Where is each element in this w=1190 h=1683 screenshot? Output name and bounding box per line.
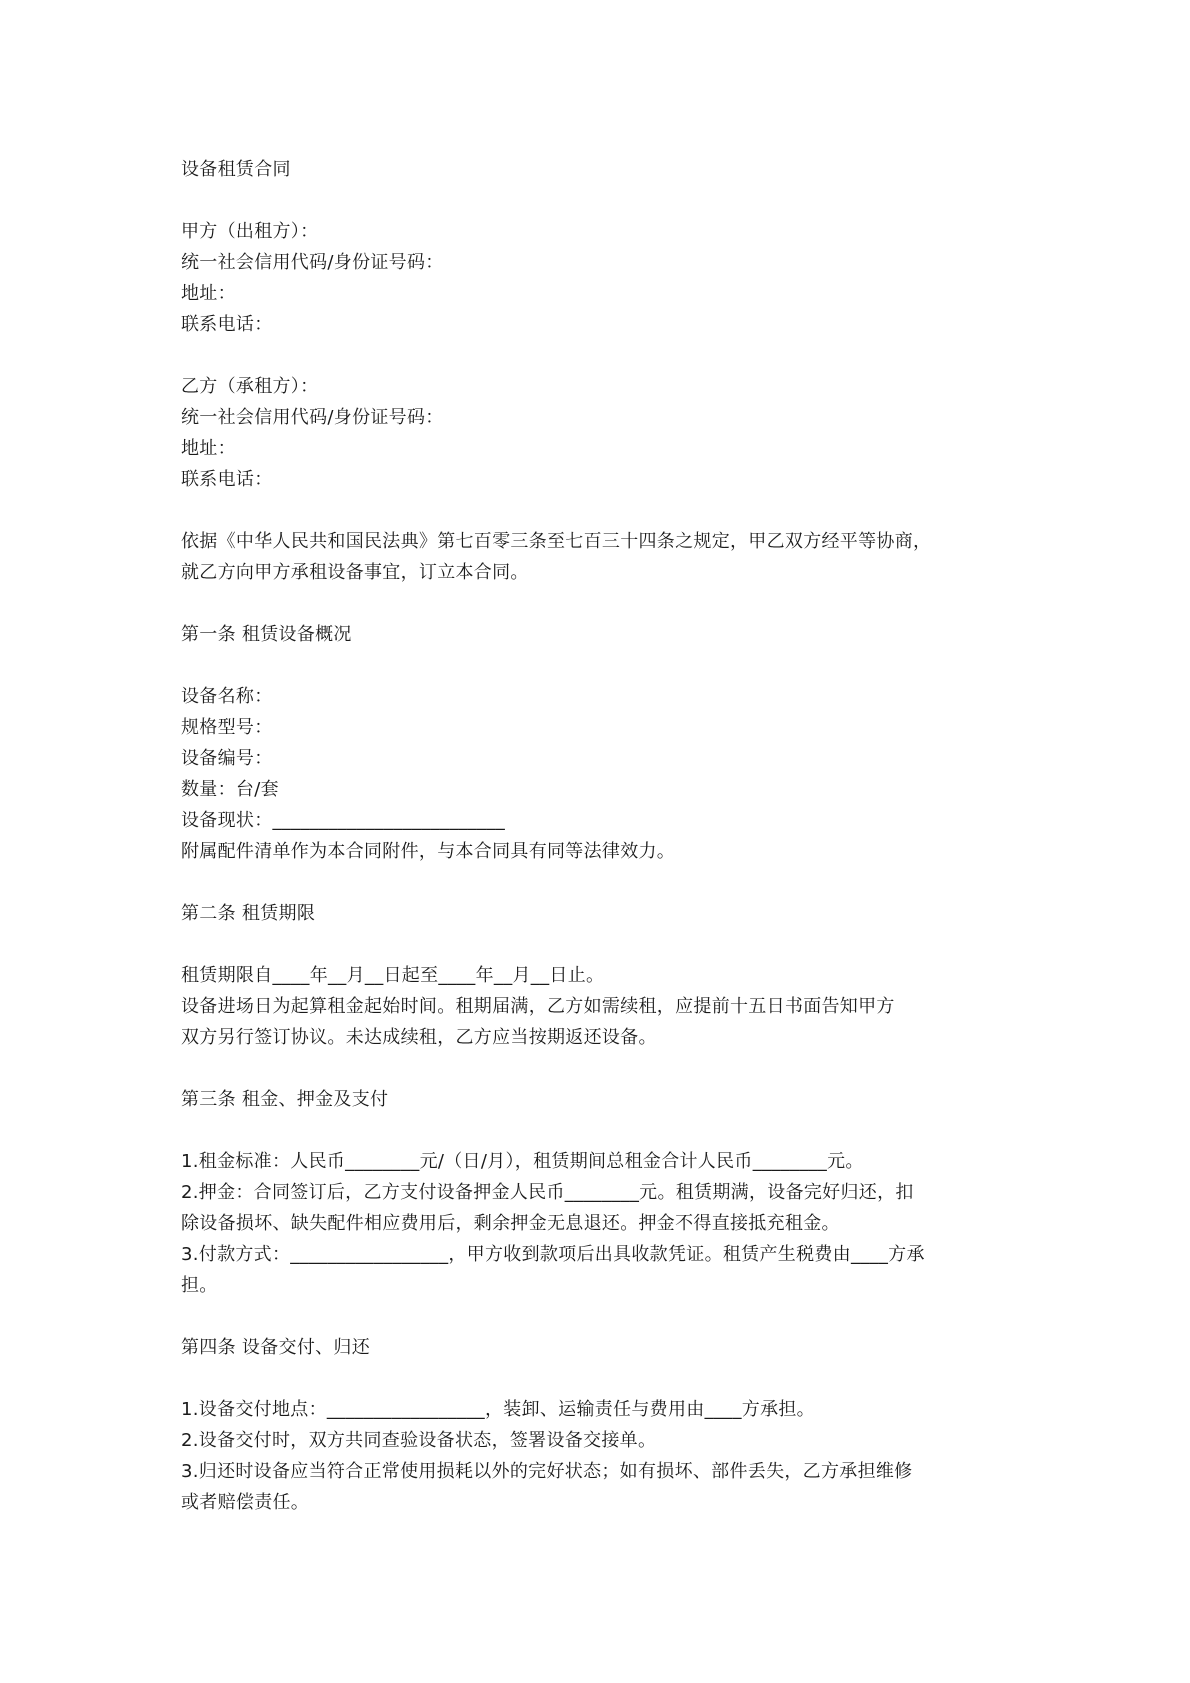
- contract-body: [181, 154, 1021, 1518]
- article-2-heading: 第二条 租赁期限: [181, 903, 316, 924]
- party-b-heading: 乙方（承租方）：: [181, 376, 319, 397]
- spacer: [181, 929, 1021, 960]
- party-a-heading: 甲方（出租方）：: [181, 221, 319, 242]
- article-1-heading: 第一条 租赁设备概况: [181, 624, 352, 645]
- party-a-credit-code: 统一社会信用代码/身份证号码：: [181, 252, 444, 273]
- spacer: [181, 185, 1021, 216]
- payment-method-clause-line: 3.付款方式：_________________，甲方收到款项后出具收款凭证。租赁产生税费由____方承: [181, 1244, 925, 1265]
- spacer: [181, 1115, 1021, 1146]
- spacer: [181, 1301, 1021, 1332]
- document-title: 设备租赁合同: [181, 159, 291, 180]
- renewal-clause-line: 双方另行签订协议。未达成续租，乙方应当按期返还设备。: [181, 1027, 657, 1048]
- return-condition-clause-line: 3.归还时设备应当符合正常使用损耗以外的完好状态；如有损坏、部件丢失，乙方承担维修: [181, 1461, 913, 1482]
- spacer: [181, 340, 1021, 371]
- party-a-phone: 联系电话：: [181, 314, 273, 335]
- delivery-inspection-clause: 2.设备交付时，双方共同查验设备状态，签署设备交接单。: [181, 1430, 657, 1451]
- spacer: [181, 495, 1021, 526]
- lease-period-clause: 租赁期限自____年__月__日起至____年__月__日止。: [181, 965, 605, 986]
- preamble-line: 依据《中华人民共和国民法典》第七百零三条至七百三十四条之规定，甲乙双方经平等协商，: [181, 531, 932, 552]
- article-3-heading: 第三条 租金、押金及支付: [181, 1089, 389, 1110]
- equipment-serial-field: 设备编号：: [181, 748, 273, 769]
- party-b-phone: 联系电话：: [181, 469, 273, 490]
- rent-standard-clause: 1.租金标准：人民币________元/（日/月），租赁期间总租金合计人民币________元。: [181, 1151, 864, 1172]
- article-4-heading: 第四条 设备交付、归还: [181, 1337, 371, 1358]
- accessories-clause: 附属配件清单作为本合同附件，与本合同具有同等法律效力。: [181, 841, 676, 862]
- equipment-model-field: 规格型号：: [181, 717, 273, 738]
- spacer: [181, 867, 1021, 898]
- return-condition-clause-line: 或者赔偿责任。: [181, 1492, 310, 1513]
- party-b-address: 地址：: [181, 438, 236, 459]
- delivery-location-clause: 1.设备交付地点：_________________，装卸、运输责任与费用由____方承担。: [181, 1399, 815, 1420]
- deposit-clause-line: 除设备损坏、缺失配件相应费用后，剩余押金无息退还。押金不得直接抵充租金。: [181, 1213, 840, 1234]
- deposit-clause-line: 2.押金：合同签订后，乙方支付设备押金人民币________元。租赁期满，设备完好归还，扣: [181, 1182, 914, 1203]
- spacer: [181, 1053, 1021, 1084]
- equipment-quantity-field: 数量：台/套: [181, 779, 279, 800]
- equipment-name-field: 设备名称：: [181, 686, 273, 707]
- spacer: [181, 650, 1021, 681]
- party-b-credit-code: 统一社会信用代码/身份证号码：: [181, 407, 444, 428]
- renewal-clause-line: 设备进场日为起算租金起始时间。租期届满，乙方如需续租，应提前十五日书面告知甲方: [181, 996, 895, 1017]
- equipment-condition-field: 设备现状：_________________________: [181, 810, 505, 831]
- spacer: [181, 588, 1021, 619]
- spacer: [181, 1363, 1021, 1394]
- party-a-address: 地址：: [181, 283, 236, 304]
- payment-method-clause-line: 担。: [181, 1275, 218, 1296]
- preamble-line: 就乙方向甲方承租设备事宜，订立本合同。: [181, 562, 529, 583]
